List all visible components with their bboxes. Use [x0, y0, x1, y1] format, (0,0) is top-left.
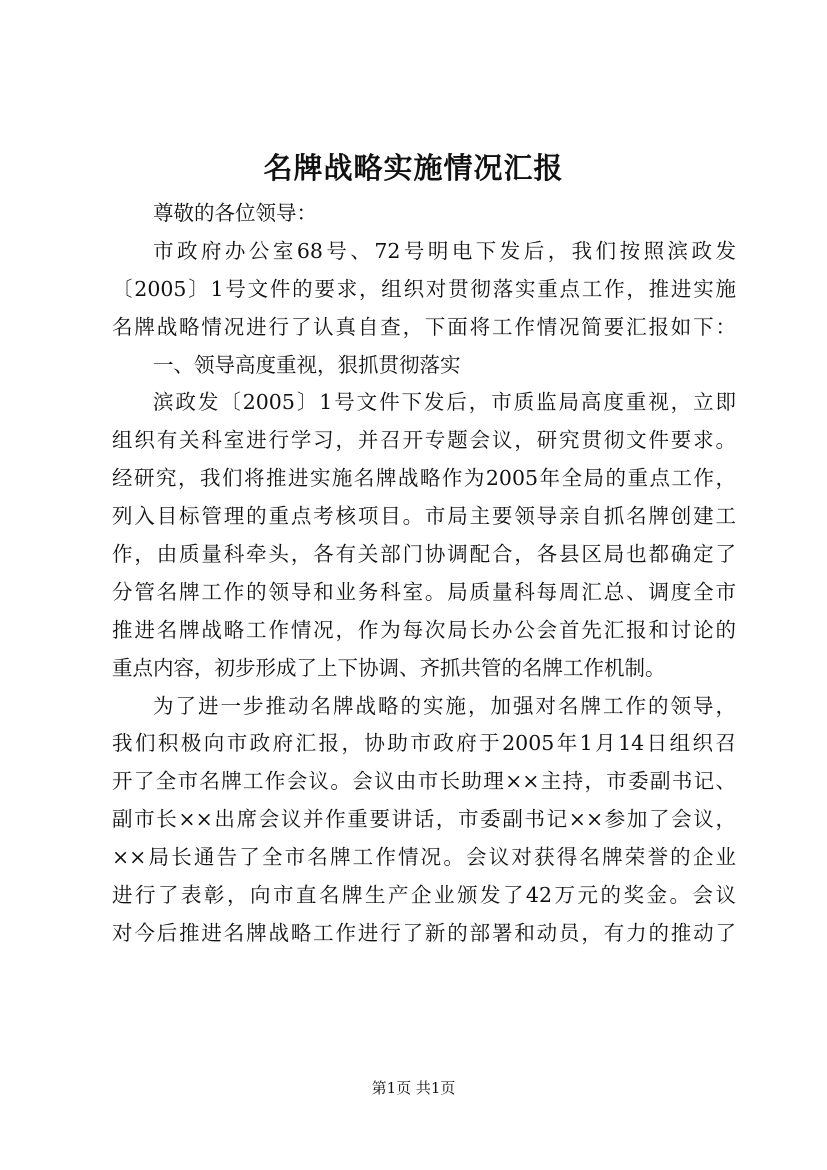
body-line: 名牌战略情况进行了认真自查，下面将工作情况简要汇报如下： [112, 314, 736, 339]
body-line: ××局长通告了全市名牌工作情况。会议对获得名牌荣誉的企业 [112, 845, 736, 870]
body-line: 推进名牌战略工作情况，作为每次局长办公会首先汇报和讨论的 [112, 617, 736, 642]
body-line: 经研究，我们将推进实施名牌战略作为2005年全局的重点工作， [112, 466, 736, 491]
body-line: 列入目标管理的重点考核项目。市局主要领导亲自抓名牌创建工 [112, 504, 736, 529]
body-line: 副市长××出席会议并作重要讲话，市委副书记××参加了会议， [112, 807, 736, 832]
body-line: 作，由质量科牵头，各有关部门协调配合，各县区局也都确定了 [112, 542, 736, 567]
body-line: 〔2005〕1号文件的要求，组织对贯彻落实重点工作，推进实施 [112, 276, 736, 301]
body-line: 为了进一步推动名牌战略的实施，加强对名牌工作的领导， [153, 693, 736, 718]
body-line: 进行了表彰，向市直名牌生产企业颁发了42万元的奖金。会议 [112, 883, 736, 908]
document-title: 名牌战略实施情况汇报 [263, 151, 564, 185]
body-line: 尊敬的各位领导： [153, 201, 317, 225]
document-body [112, 195, 736, 953]
body-line: 一、领导高度重视，狠抓贯彻落实 [153, 352, 461, 377]
body-line: 市政府办公室68号、72号明电下发后，我们按照滨政发 [153, 238, 736, 263]
body-line: 我们积极向市政府汇报，协助市政府于2005年1月14日组织召 [112, 731, 736, 756]
body-line: 分管名牌工作的领导和业务科室。局质量科每周汇总、调度全市 [112, 579, 736, 604]
body-line: 重点内容，初步形成了上下协调、齐抓共管的名牌工作机制。 [112, 655, 666, 680]
page-footer: 第1页 共1页 [371, 1079, 456, 1097]
body-line: 滨政发〔2005〕1号文件下发后，市质监局高度重视，立即 [153, 390, 736, 415]
body-line: 组织有关科室进行学习，并召开专题会议，研究贯彻文件要求。 [112, 428, 736, 453]
body-line: 开了全市名牌工作会议。会议由市长助理××主持，市委副书记、 [112, 769, 736, 794]
body-line: 对今后推进名牌战略工作进行了新的部署和动员，有力的推动了 [112, 920, 736, 945]
